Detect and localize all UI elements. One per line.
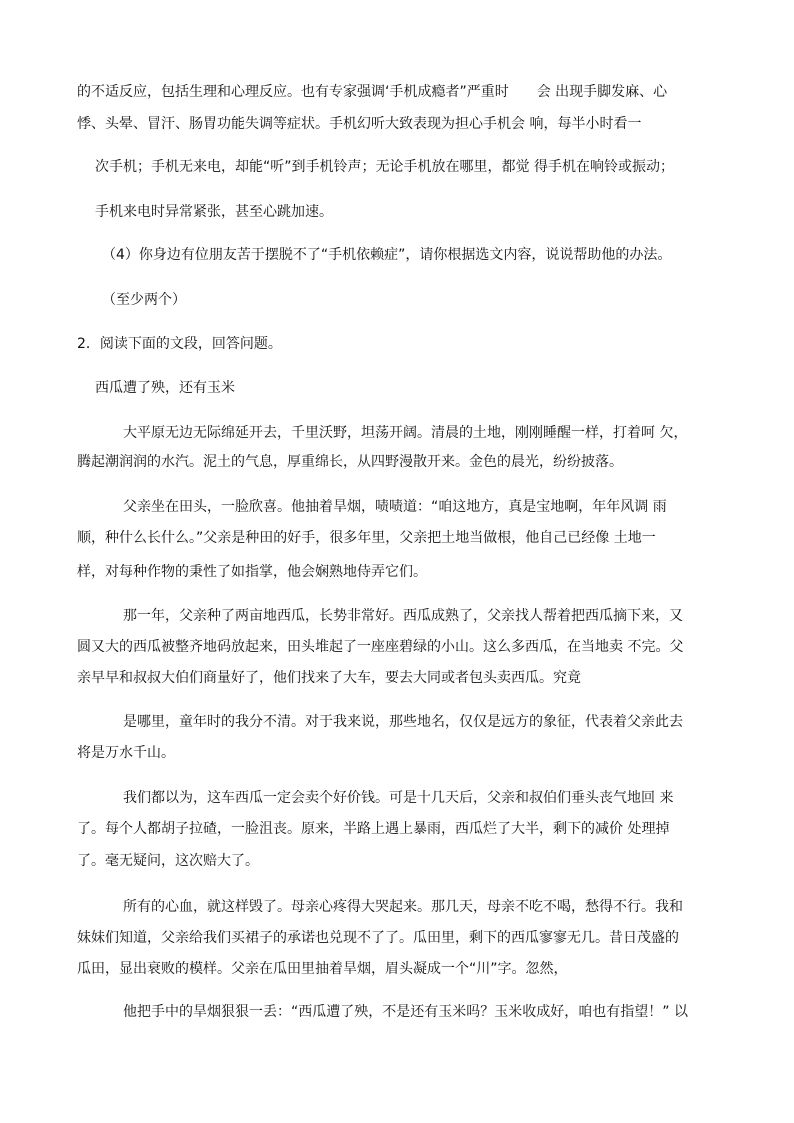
paragraph-line: 将是万水千山。 [77, 745, 175, 761]
paragraph-line: 父亲坐在田头，一脸欣喜。他抽着旱烟，啧啧道：“咱这地方，真是宝地啊，年年风调 雨 [123, 499, 667, 515]
paragraph-line: 那一年，父亲种了两亩地西瓜，长势非常好。西瓜成熟了，父亲找人帮着把西瓜摘下来，又 [123, 608, 683, 624]
paragraph-line: 瓜田，显出衰败的模样。父亲在瓜田里抽着旱烟，眉头凝成一个“川”字。忽然， [77, 961, 568, 977]
paragraph-line: 妹妹们知道，父亲给我们买裙子的承诺也兑现不了了。瓜田里，剩下的西瓜寥寥无几。昔日茂盛的 [77, 930, 679, 946]
question-text: （至少两个） [102, 292, 186, 308]
text-line: 的不适反应，包括生理和心理反应。也有专家强调‘手机成瘾者”严重时 会 出现手脚发麻、心 [77, 84, 668, 100]
paragraph-line: 亲早早和叔叔大伯们商量好了，他们找来了大车，要去大同或者包头卖西瓜。究竟 [77, 670, 581, 686]
text-line: 次手机；手机无来电，却能“听”到手机铃声；无论手机放在哪里，都觉 得手机在响铃或振动； [95, 159, 674, 175]
paragraph-line: 他把手中的旱烟狠狠一丢：“西瓜遭了殃，不是还有玉米吗？玉米收成好，咱也有指望！” 以 [123, 1004, 688, 1020]
paragraph-line: 腾起潮润润的水汽。泥土的气息，厚重绵长，从四野漫散开来。金色的晨光，纷纷披落。 [77, 454, 623, 470]
paragraph-line: 大平原无边无际绵延开去，千里沃野，坦荡开阔。清晨的土地，刚刚睡醒一样，打着呵 欠， [123, 425, 688, 441]
paragraph-line: 所有的心血，就这样毁了。母亲心疼得大哭起来。那几天，母亲不吃不喝，愁得不行。我和 [123, 899, 683, 915]
paragraph-line: 了。每个人都胡子拉碴，一脸沮丧。原来，半路上遇上暴雨，西瓜烂了大半，剩下的减价 处理掉 [77, 821, 670, 837]
question-text: （4）你身边有位朋友苦于摆脱不了“手机依赖症”，请你根据选文内容，说说帮助他的办法。 [102, 247, 672, 263]
paragraph-line: 顺，种什么长什么。”父亲是种田的好手，很多年里，父亲把土地当做根，他自己已经像 土地一 [77, 530, 656, 546]
paragraph-line: 圆又大的西瓜被整齐地码放起来，田头堆起了一座座碧绿的小山。这么多西瓜，在当地卖 不完。父 [77, 639, 684, 655]
paragraph-line: 是哪里，童年时的我分不清。对于我来说，那些地名，仅仅是远方的象征，代表着父亲此去 [123, 714, 683, 730]
paragraph-line: 样，对每种作物的秉性了如指掌，他会娴熟地侍弄它们。 [77, 564, 427, 580]
text-line: 悸、头晕、冒汗、肠胃功能失调等症状。手机幻听大致表现为担心手机会 响，每半小时看一 [77, 116, 642, 132]
text-line: 手机来电时异常紧张，甚至心跳加速。 [95, 204, 333, 220]
article-title: 西瓜遭了殃，还有玉米 [95, 380, 235, 396]
question-heading: 2．阅读下面的文段，回答问题。 [77, 336, 282, 352]
paragraph-line: 我们都以为，这车西瓜一定会卖个好价钱。可是十几天后，父亲和叔伯们垂头丧气地回 来 [123, 790, 674, 806]
paragraph-line: 了。毫无疑问，这次赔大了。 [77, 853, 259, 869]
